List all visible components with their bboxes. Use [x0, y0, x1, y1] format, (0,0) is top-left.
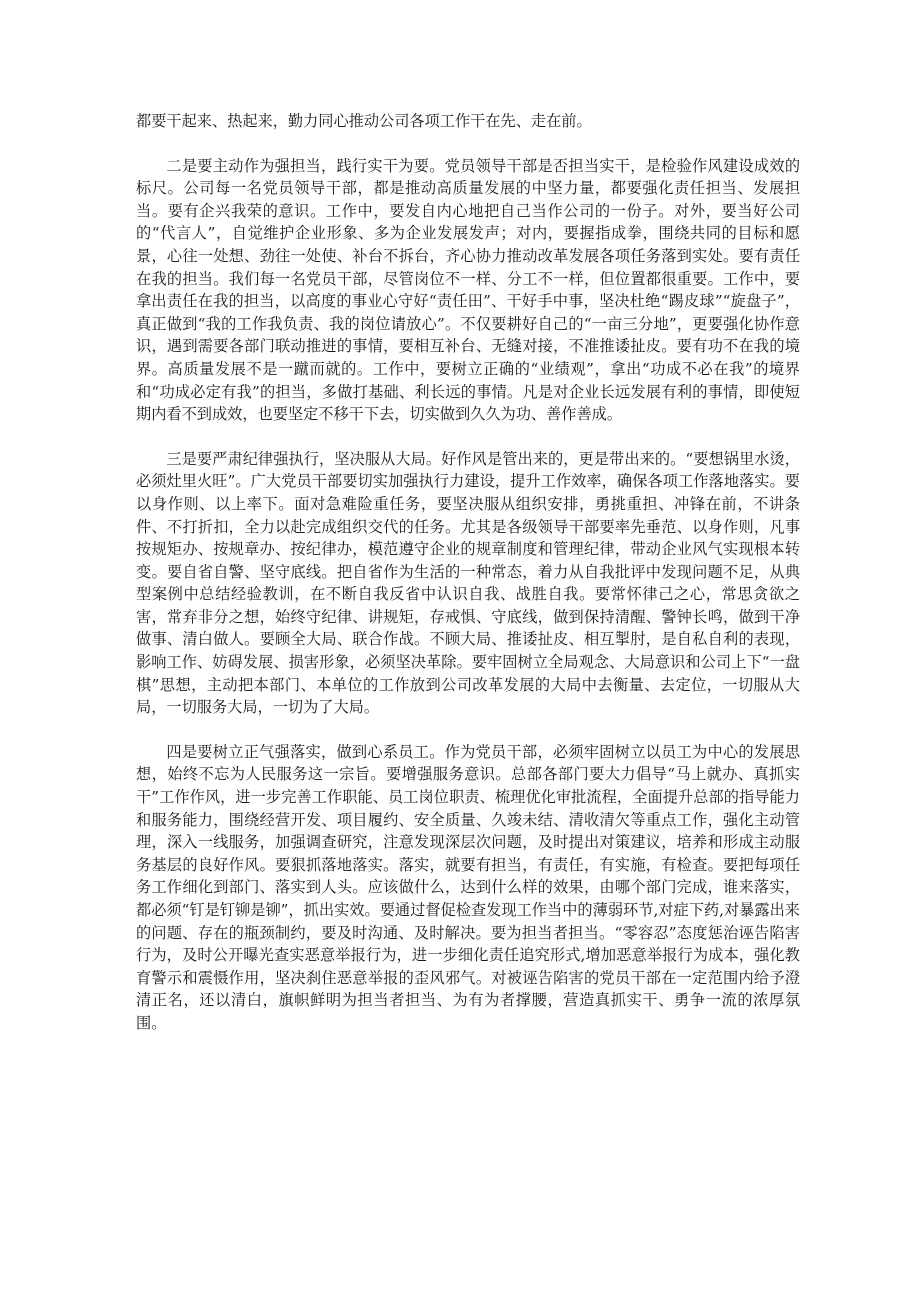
paragraph-continuation: 都要干起来、热起来，勤力同心推动公司各项工作干在先、走在前。: [136, 112, 592, 130]
paragraph-section-two: 二是要主动作为强担当，践行实干为要。党员领导干部是否担当实干，是检验作风建设成效的标尺。公司每一名党员领导干部，都是推动高质量发展的中坚力量，都要强化责任担当、发展担当。要有企兴我荣的意识。工作中，要发自内心地把自己当作公司的一份子。对外，要当好公司的“代言人”，自觉维护企业形象、多为企业发展发声；对内，要握指成拳，围绕共同的目标和愿景，心往一处想、劲往一处使、补台不拆台，齐心协力推动改革发展各项任务落到实处。要有责任在我的担当。我们每一名党员干部，尽管岗位不一样、分工不一样，但位置都很重要。工作中，要拿出责任在我的担当，以高度的事业心守好“责任田”、干好手中事，坚决杜绝“踢皮球”“旋盘子”，真正做到“我的工作我负责、我的岗位请放心”。不仅要耕好自己的“一亩三分地”，更要强化协作意识，遇到需要各部门联动推进的事情，要相互补台、无缝对接，不准推诿扯皮。要有功不在我的境界。高质量发展不是一蹴而就的。工作中，要树立正确的“业绩观”，拿出“功成不必在我”的境界和“功成必定有我”的担当，多做打基础、利长远的事情。凡是对企业长远发展有利的事情，即使短期内看不到成效，也要坚定不移干下去，切实做到久久为功、善作善成。: [136, 156, 800, 424]
paragraph-section-three: 三是要严肃纪律强执行，坚决服从大局。好作风是管出来的，更是带出来的。“要想锅里水烫，必须灶里火旺”。广大党员干部要切实加强执行力建设，提升工作效率，确保各项工作落地落实。要以身作则、以上率下。面对急难险重任务，要坚决服从组织安排，勇挑重担、冲锋在前，不讲条件、不打折扣，全力以赴完成组织交代的任务。尤其是各级领导干部要率先垂范、以身作则，凡事按规矩办、按规章办、按纪律办，模范遵守企业的规章制度和管理纪律，带动企业风气实现根本转变。要自省自警、坚守底线。把自省作为生活的一种常态，着力从自我批评中发现问题不足，从典型案例中总结经验教训，在不断自我反省中认识自我、战胜自我。要常怀律己之心，常思贪欲之害，常弃非分之想，始终守纪律、讲规矩，存戒惧、守底线，做到保持清醒、警钟长鸣，做到干净做事、清白做人。要顾全大局、联合作战。不顾大局、推诿扯皮、相互掣肘，是自私自利的表现，影响工作、妨碍发展、损害形象，必须坚决革除。要牢固树立全局观念、大局意识和公司上下“一盘棋”思想，主动把本部门、本单位的工作放到公司改革发展的大局中去衡量、去定位，一切服从大局，一切服务大局，一切为了大局。: [136, 449, 800, 717]
paragraph-section-four: 四是要树立正气强落实，做到心系员工。作为党员干部，必须牢固树立以员工为中心的发展思想，始终不忘为人民服务这一宗旨。要增强服务意识。总部各部门要大力倡导“马上就办、真抓实干”工作作风，进一步完善工作职能、员工岗位职责、梳理优化审批流程，全面提升总部的指导能力和服务能力，围绕经营开发、项目履约、安全质量、久竣未结、清收清欠等重点工作，强化主动管理，深入一线服务，加强调查研究，注意发现深层次问题，及时提出对策建议，培养和形成主动服务基层的良好作风。要狠抓落地落实。落实，就要有担当，有责任，有实施，有检查。要把每项任务工作细化到部门、落实到人头。应该做什么，达到什么样的效果，由哪个部门完成，谁来落实，都必须“钉是钉铆是铆”，抓出实效。要通过督促检查发现工作当中的薄弱环节,对症下药,对暴露出来的问题、存在的瓶颈制约，要及时沟通、及时解决。要为担当者担当。“零容忍”态度惩治诬告陷害行为，及时公开曝光查实恶意举报行为，进一步细化责任追究形式,增加恶意举报行为成本，强化教育警示和震慑作用，坚决刹住恶意举报的歪风邪气。对被诬告陷害的党员干部在一定范围内给予澄清正名，还以清白，旗帜鲜明为担当者担当、为有为者撑腰，营造真抓实干、勇争一流的浓厚氛围。: [136, 742, 800, 1032]
document-body: [136, 110, 800, 1035]
